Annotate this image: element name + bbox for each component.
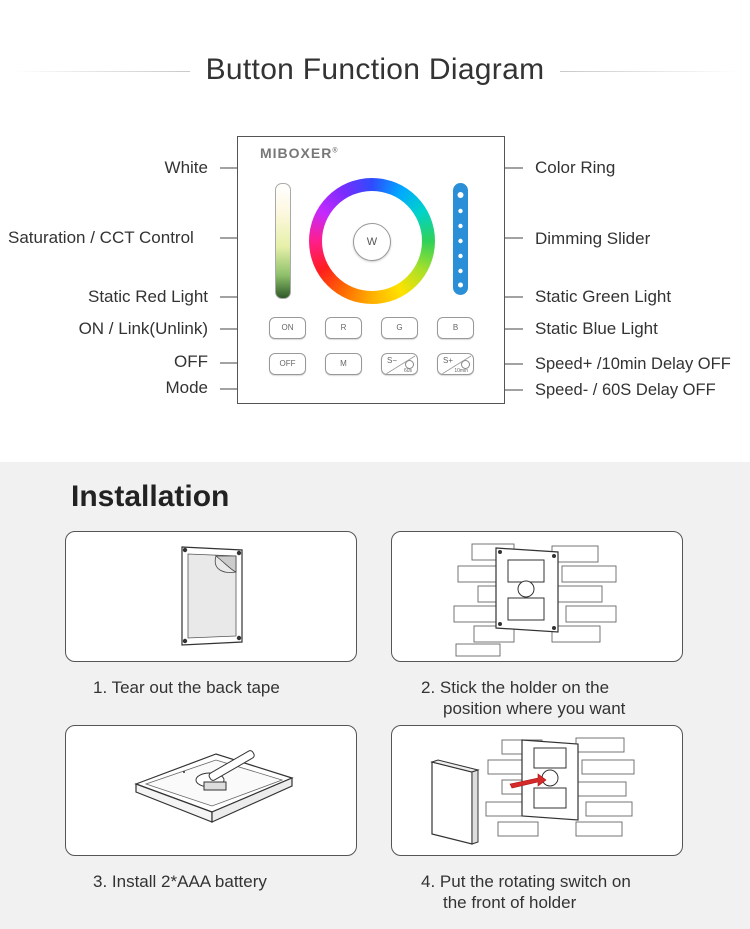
step-3-caption: 3. Install 2*AAA battery (93, 872, 267, 891)
label-white: White (164, 158, 208, 177)
step-2-caption: 2. Stick the holder on the (421, 678, 610, 697)
brand-registered-mark: ® (332, 147, 339, 155)
label-off: OFF (174, 352, 208, 371)
dimming-slider[interactable] (453, 183, 468, 295)
step-1-illustration (65, 531, 357, 662)
step-4-caption: 4. Put the rotating switch on (421, 872, 631, 891)
on-button[interactable]: ON (269, 317, 306, 339)
label-speed-plus: Speed+ /10min Delay OFF (535, 355, 731, 373)
brand-logo: MIBOXER (260, 145, 333, 161)
speed-minus-label: S− (387, 356, 398, 365)
white-button[interactable]: W (353, 223, 391, 261)
label-on-link: ON / Link(Unlink) (78, 319, 208, 338)
off-button[interactable]: OFF (269, 353, 306, 375)
label-static-green: Static Green Light (535, 287, 672, 306)
diagram-title: Button Function Diagram (196, 53, 555, 86)
battery-drawing (66, 726, 356, 855)
label-static-red: Static Red Light (87, 287, 208, 306)
mount-switch-drawing (392, 726, 682, 855)
speed-plus-sub: 10min (454, 368, 468, 374)
speed-plus-button[interactable] (437, 353, 474, 375)
label-dimming: Dimming Slider (535, 229, 651, 248)
saturation-cct-slider[interactable] (275, 183, 291, 299)
step-3-illustration (65, 725, 357, 856)
speed-minus-button[interactable] (381, 353, 418, 375)
label-speed-minus: Speed- / 60S Delay OFF (535, 381, 716, 399)
label-saturation: Saturation / CCT Control (8, 228, 194, 247)
tape-holder-drawing (66, 532, 356, 661)
red-button[interactable]: R (325, 317, 362, 339)
step-2-illustration (391, 531, 683, 662)
dimming-slider-dots (453, 183, 468, 295)
label-color-ring: Color Ring (535, 158, 616, 177)
step-2-caption-line2: position where you want (443, 699, 626, 718)
speed-minus-sub: 60s (403, 368, 412, 374)
wall-holder-drawing (392, 532, 682, 661)
mode-button[interactable]: M (325, 353, 362, 375)
step-1-caption: 1. Tear out the back tape (93, 678, 280, 697)
blue-button[interactable]: B (437, 317, 474, 339)
label-static-blue: Static Blue Light (535, 319, 658, 338)
speed-plus-label: S+ (443, 356, 454, 365)
step-4-illustration (391, 725, 683, 856)
step-4-caption-line2: the front of holder (443, 893, 577, 912)
remote-panel (237, 136, 505, 404)
green-button[interactable]: G (381, 317, 418, 339)
installation-title: Installation (71, 480, 230, 513)
label-mode: Mode (165, 378, 208, 397)
